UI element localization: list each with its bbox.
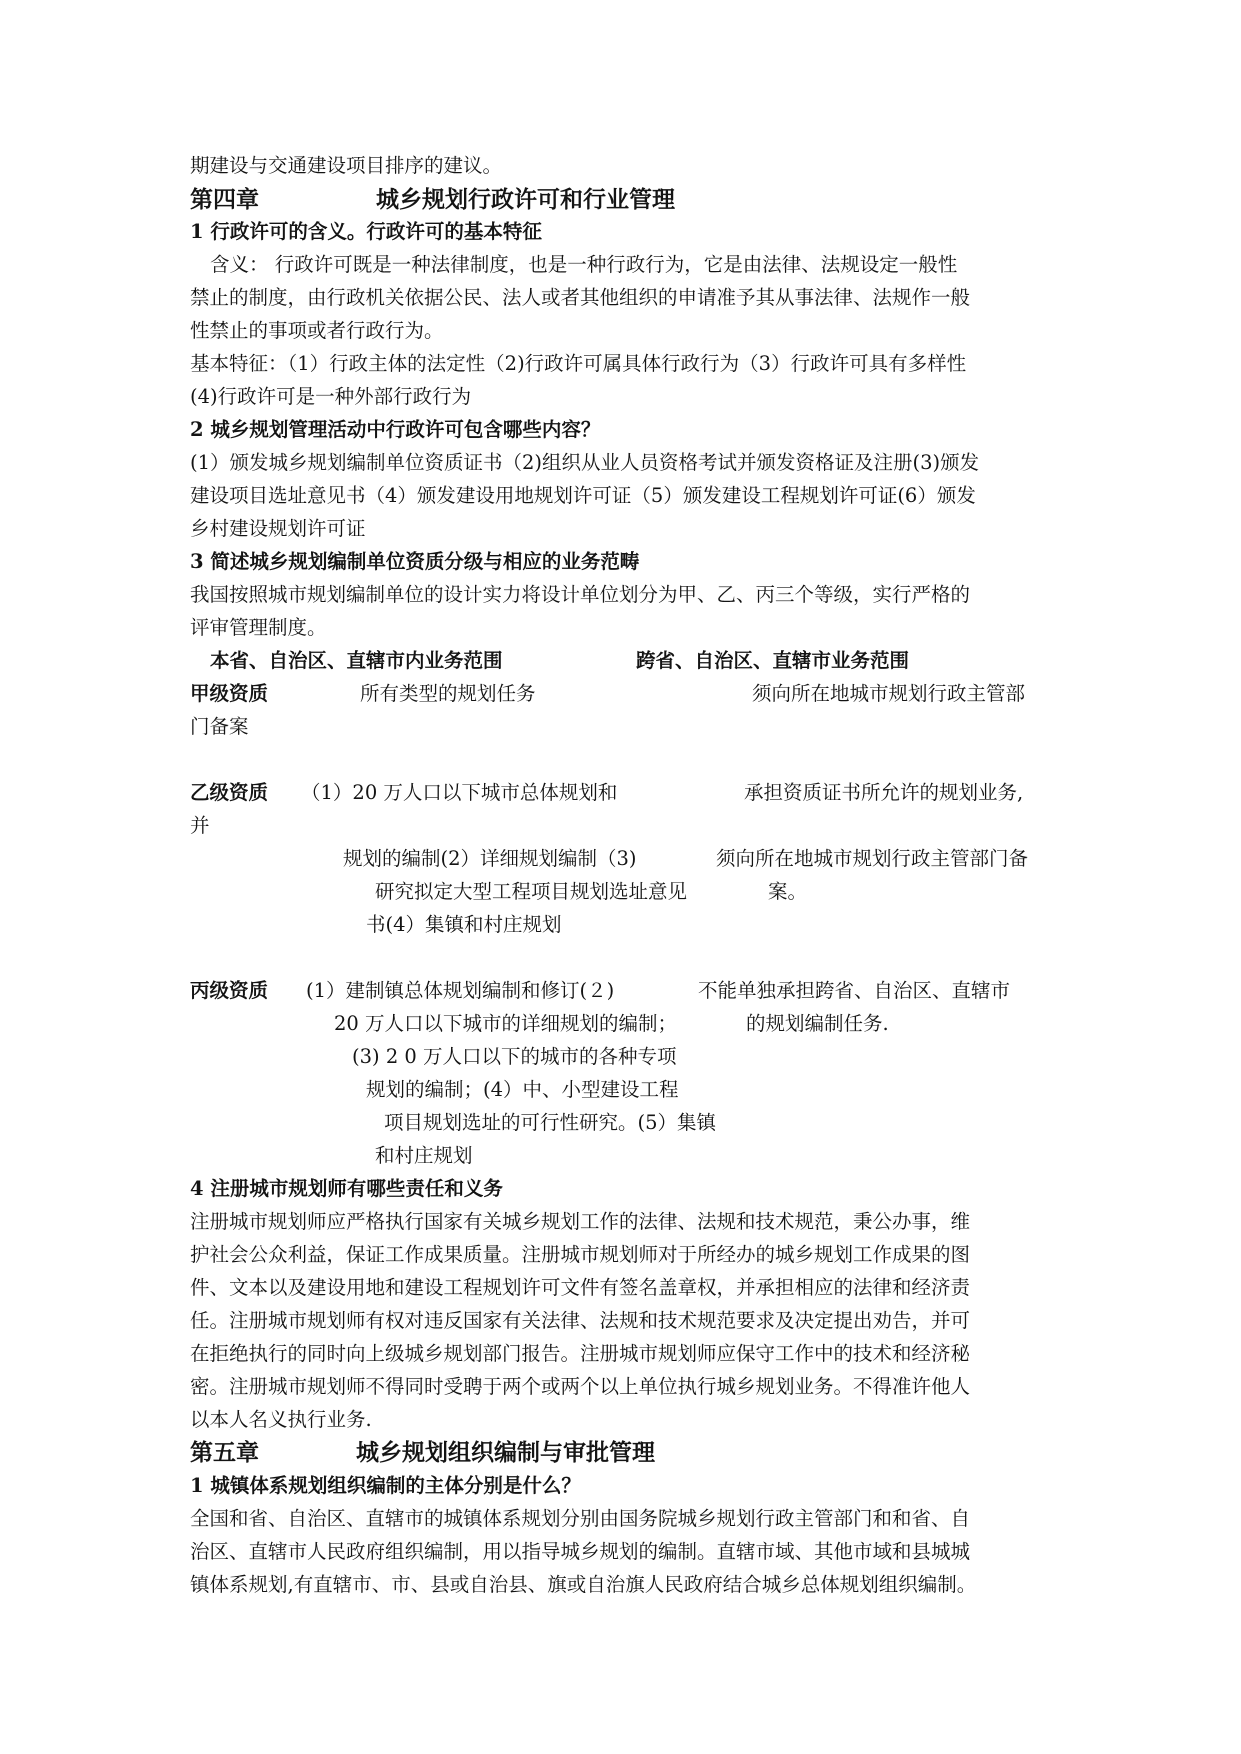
- intro-line: 期建设与交通建设项目排序的建议。: [190, 154, 503, 177]
- ch5-q1-line3: 镇体系规划,有直辖市、市、县或自治县、旗或自治旗人民政府结合城乡总体规划组织编制。: [190, 1573, 977, 1596]
- table-header-in-region: 本省、自治区、直辖市内业务范围: [210, 649, 503, 672]
- grade-c-label: 丙级资质: [190, 979, 269, 1002]
- ch5-q1-heading: 1 城镇体系规划组织编制的主体分别是什么？: [190, 1474, 581, 1497]
- q4-heading: 4 注册城市规划师有哪些责任和义务: [190, 1177, 503, 1200]
- grade-c-cross-line2: 的规划编制任务.: [746, 1012, 889, 1035]
- grade-a-cross-scope: 须向所在地城市规划行政主管部: [752, 682, 1026, 705]
- chapter-4-label: 第四章: [190, 186, 259, 213]
- table-header-cross-region: 跨省、自治区、直辖市业务范围: [636, 649, 910, 672]
- grade-a-label: 甲级资质: [190, 682, 269, 705]
- grade-a-cross-scope-wrap: 门备案: [190, 715, 249, 738]
- grade-a-scope: 所有类型的规划任务: [360, 682, 536, 705]
- q4-line3: 件、文本以及建设用地和建设工程规划许可文件有签名盖章权，并承担相应的法律和经济责: [190, 1276, 971, 1299]
- q2-heading: 2 城乡规划管理活动中行政许可包含哪些内容？: [190, 418, 601, 441]
- grade-b-scope-line3: 研究拟定大型工程项目规划选址意见: [375, 880, 688, 903]
- q1-definition-line2: 禁止的制度，由行政机关依据公民、法人或者其他组织的申请准予其从事法律、法规作一般: [190, 286, 971, 309]
- grade-c-cross-line1: 不能单独承担跨省、自治区、直辖市: [698, 979, 1011, 1002]
- ch5-q1-line2: 治区、直辖市人民政府组织编制，用以指导城乡规划的编制。直辖市域、其他市域和县城城: [190, 1540, 971, 1563]
- q2-line1: (1）颁发城乡规划编制单位资质证书（2)组织从业人员资格考试并颁发资格证及注册(3)颁发: [190, 451, 980, 474]
- q2-line3: 乡村建设规划许可证: [190, 517, 366, 540]
- q3-line1: 我国按照城市规划编制单位的设计实力将设计单位划分为甲、乙、丙三个等级，实行严格的: [190, 583, 971, 606]
- grade-b-cross-line2: 须向所在地城市规划行政主管部门备: [716, 847, 1029, 870]
- grade-c-scope-line3: (3) 2 0 万人口以下的城市的各种专项: [352, 1045, 677, 1068]
- q4-line6: 密。注册城市规划师不得同时受聘于两个或两个以上单位执行城乡规划业务。不得准许他人: [190, 1375, 971, 1398]
- grade-b-cross-wrap: 并: [190, 814, 210, 837]
- grade-b-cross-line1: 承担资质证书所允许的规划业务,: [744, 781, 1024, 804]
- grade-c-scope-line5: 项目规划选址的可行性研究。(5）集镇: [384, 1111, 717, 1134]
- grade-b-scope-line1: （1）20 万人口以下城市总体规划和: [301, 781, 618, 804]
- q1-features-line1: 基本特征：（1）行政主体的法定性（2)行政许可属具体行政行为（3）行政许可具有多样性: [190, 352, 967, 375]
- q1-heading: 1 行政许可的含义。行政许可的基本特征: [190, 220, 542, 243]
- grade-b-label: 乙级资质: [190, 781, 269, 804]
- grade-c-scope-line4: 规划的编制；(4）中、小型建设工程: [366, 1078, 679, 1101]
- q4-line2: 护社会公众利益，保证工作成果质量。注册城市规划师对于所经办的城乡规划工作成果的图: [190, 1243, 971, 1266]
- ch5-q1-line1: 全国和省、自治区、直辖市的城镇体系规划分别由国务院城乡规划行政主管部门和和省、自: [190, 1507, 971, 1530]
- q4-line4: 任。注册城市规划师有权对违反国家有关法律、法规和技术规范要求及决定提出劝告，并可: [190, 1309, 971, 1332]
- q4-line5: 在拒绝执行的同时向上级城乡规划部门报告。注册城市规划师应保守工作中的技术和经济秘: [190, 1342, 971, 1365]
- q4-line7: 以本人名义执行业务.: [190, 1408, 372, 1431]
- grade-c-scope-line6: 和村庄规划: [375, 1144, 473, 1167]
- q4-line1: 注册城市规划师应严格执行国家有关城乡规划工作的法律、法规和技术规范，秉公办事，维: [190, 1210, 971, 1233]
- chapter-5-label: 第五章: [190, 1439, 259, 1466]
- grade-b-scope-line2: 规划的编制(2）详细规划编制（3): [343, 847, 637, 870]
- q1-definition-line1: 含义： 行政许可既是一种法律制度，也是一种行政行为，它是由法律、法规设定一般性: [210, 253, 958, 276]
- chapter-4-title: 城乡规划行政许可和行业管理: [376, 186, 675, 213]
- q3-heading: 3 简述城乡规划编制单位资质分级与相应的业务范畴: [190, 550, 640, 573]
- grade-b-cross-line3: 案。: [768, 880, 808, 903]
- grade-c-scope-line1: (1）建制镇总体规划编制和修订(２): [306, 979, 615, 1002]
- grade-c-scope-line2: 20 万人口以下城市的详细规划的编制；: [334, 1012, 678, 1035]
- q3-line2: 评审管理制度。: [190, 616, 327, 639]
- q1-features-line2: (4)行政许可是一种外部行政行为: [190, 385, 472, 408]
- q1-definition-line3: 性禁止的事项或者行政行为。: [190, 319, 444, 342]
- grade-b-scope-line4: 书(4）集镇和村庄规划: [366, 913, 562, 936]
- q2-line2: 建设项目选址意见书（4）颁发建设用地规划许可证（5）颁发建设工程规划许可证(6）颁发: [190, 484, 976, 507]
- chapter-5-title: 城乡规划组织编制与审批管理: [356, 1439, 655, 1466]
